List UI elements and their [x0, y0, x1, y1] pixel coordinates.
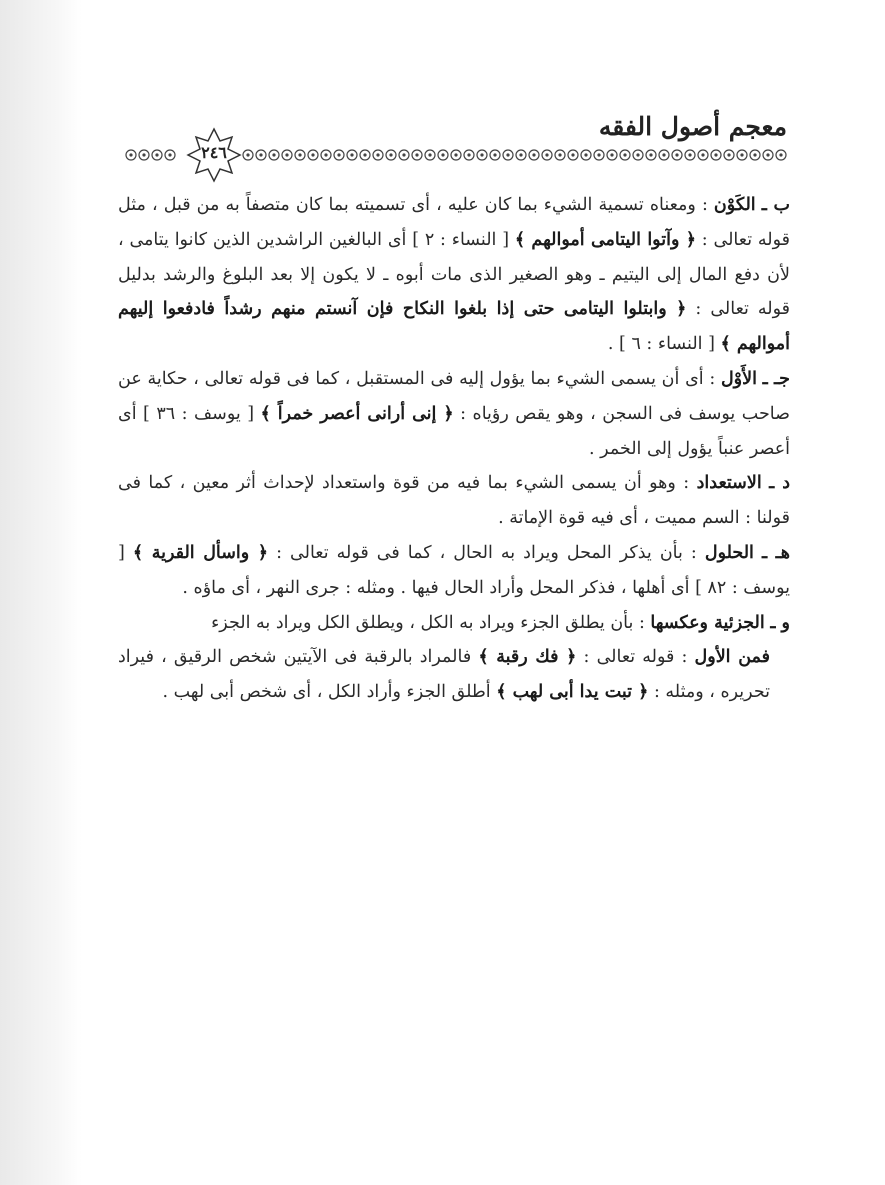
entry-text: : أى أن يسمى الشيء بما يؤول إليه فى المستقبل ، كما فى قوله تعالى ، حكاية عن صاحب يوسف فى السجن ، وهو يقص رؤياه :: [118, 368, 790, 424]
entry-marker: هـ ـ: [761, 542, 791, 563]
entry-term: الاستعداد: [696, 473, 762, 494]
border-rosette-dot: [545, 153, 548, 156]
border-rosette-dot: [467, 153, 470, 156]
border-rosette-dot: [389, 153, 392, 156]
entry-juziyya: [118, 606, 790, 641]
subsection-term: فمن الأول: [694, 647, 770, 668]
entry-text: [ النساء : ٦ ] .: [607, 334, 721, 355]
entry-text: : بأن يطلق الجزء ويراد به الكل ، ويطلق الكل ويراد به الجزء: [211, 612, 651, 633]
border-rosette-dot: [285, 153, 288, 156]
border-rosette-dot: [519, 153, 522, 156]
border-rosette-dot: [363, 153, 366, 156]
entry-istidad: [118, 466, 790, 536]
border-rosette-dot: [584, 153, 587, 156]
entry-text: : قوله تعالى :: [576, 647, 695, 668]
entry-text: : ومعناه تسمية الشيء بما كان عليه ، أى تسميته بما كان متصفاً به من قبل ، مثل قوله تعالى :: [118, 195, 790, 250]
border-rosette-dot: [623, 153, 626, 156]
border-rosette-dot: [571, 153, 574, 156]
border-rosette-dot: [766, 153, 769, 156]
border-rosette-dot: [415, 153, 418, 156]
border-rosette-dot: [376, 153, 379, 156]
entry-marker: و ـ: [770, 612, 790, 633]
border-rosette-dot: [402, 153, 405, 156]
entry-text: [ يوسف : ٨٢ ] أى أهلها ، فذكر المحل وأراد الحال فيها . ومثله : جرى النهر ، أى ماؤه .: [118, 542, 790, 598]
border-rosette-dot: [714, 153, 717, 156]
border-rosette-dot: [558, 153, 561, 156]
entry-text: [ النساء : ٢ ] أى البالغين الراشدين الذين كانوا يتامى ، لأن دفع المال إلى اليتيم ـ وهو الصغير الذى مات أبوه ـ لا يكون إلا بعد البلوغ والرشد بدليل قوله تعالى :: [118, 229, 790, 320]
border-rosette-dot: [155, 153, 158, 156]
entry-hulul: [118, 536, 790, 606]
border-rosette-dot: [298, 153, 301, 156]
quran-quote: ﴿ تبت يدا أبى لهب ﴾: [496, 682, 649, 703]
border-rosette-dot: [779, 153, 782, 156]
border-rosette-dot: [454, 153, 457, 156]
entry-marker: جـ ـ: [762, 368, 790, 389]
border-rosette-dot: [740, 153, 743, 156]
page-number: ٢٤٦: [201, 143, 227, 162]
border-rosette-dot: [662, 153, 665, 156]
entry-text: فالمراد بالرقبة فى الآيتين شخص الرقيق ، فيراد تحريره ، ومثله :: [118, 647, 770, 703]
quran-quote: ﴿ وآتوا اليتامى أموالهم ﴾: [514, 229, 696, 250]
book-title: معجم أصول الفقه: [598, 112, 787, 141]
page-number-badge: [186, 127, 242, 183]
entry-term: الأَوْل: [720, 368, 757, 389]
border-rosette-dot: [688, 153, 691, 156]
entry-awl: [118, 362, 790, 466]
border-rosette-dot: [636, 153, 639, 156]
quran-quote: ﴿ فك رقبة ﴾: [478, 647, 577, 668]
border-rosette-dot: [649, 153, 652, 156]
entry-term: الحلول: [704, 542, 754, 563]
entry-kawn: [118, 188, 790, 362]
scan-edge-shadow: [0, 0, 82, 1185]
border-rosette-dot: [259, 153, 262, 156]
border-rosette-dot: [610, 153, 613, 156]
border-rosette-dot: [246, 153, 249, 156]
quran-quote: ﴿ إنى أرانى أعصر خمراً ﴾: [260, 403, 454, 424]
entry-text: : بأن يذكر المحل ويراد به الحال ، كما فى قوله تعالى :: [268, 542, 705, 563]
border-rosette-dot: [428, 153, 431, 156]
border-rosette-dot: [311, 153, 314, 156]
subsection-first: [118, 640, 790, 710]
border-rosette-dot: [532, 153, 535, 156]
border-rosette-dot: [753, 153, 756, 156]
quran-quote: ﴿ وابتلوا اليتامى حتى إذا بلغوا النكاح فإن آنستم منهم رشداً فادفعوا إليهم أموالهم ﴾: [118, 299, 790, 355]
border-rosette-dot: [493, 153, 496, 156]
entry-term: الجزئية وعكسها: [650, 612, 765, 633]
border-rosette-dot: [701, 153, 704, 156]
border-rosette-dot: [337, 153, 340, 156]
border-rosette-dot: [441, 153, 444, 156]
quran-quote: ﴿ واسأل القرية ﴾: [132, 542, 269, 563]
border-rosette-dot: [675, 153, 678, 156]
border-rosette-dot: [129, 153, 132, 156]
border-rosette-dot: [480, 153, 483, 156]
main-text: [118, 188, 790, 710]
entry-text: أطلق الجزء وأراد الكل ، أى شخص أبى لهب .: [162, 682, 497, 703]
border-rosette-dot: [142, 153, 145, 156]
border-rosette-dot: [168, 153, 171, 156]
border-rosette-dot: [597, 153, 600, 156]
border-rosette-dot: [506, 153, 509, 156]
border-rosette-dot: [727, 153, 730, 156]
border-rosette-dot: [324, 153, 327, 156]
entry-text: [ يوسف : ٣٦ ] أى أعصر عنباً يؤول إلى الخمر .: [118, 403, 790, 459]
entry-term: الكَوْن: [713, 195, 756, 215]
entry-marker: د ـ: [769, 473, 790, 494]
border-rosette-dot: [272, 153, 275, 156]
entry-marker: ب ـ: [761, 195, 790, 215]
border-rosette-dot: [350, 153, 353, 156]
entry-text: : وهو أن يسمى الشيء بما فيه من قوة واستعداد لإحداث أثر معين ، كما فى قولنا : السم مميت ، أى فيه قوة الإماتة .: [118, 473, 790, 529]
